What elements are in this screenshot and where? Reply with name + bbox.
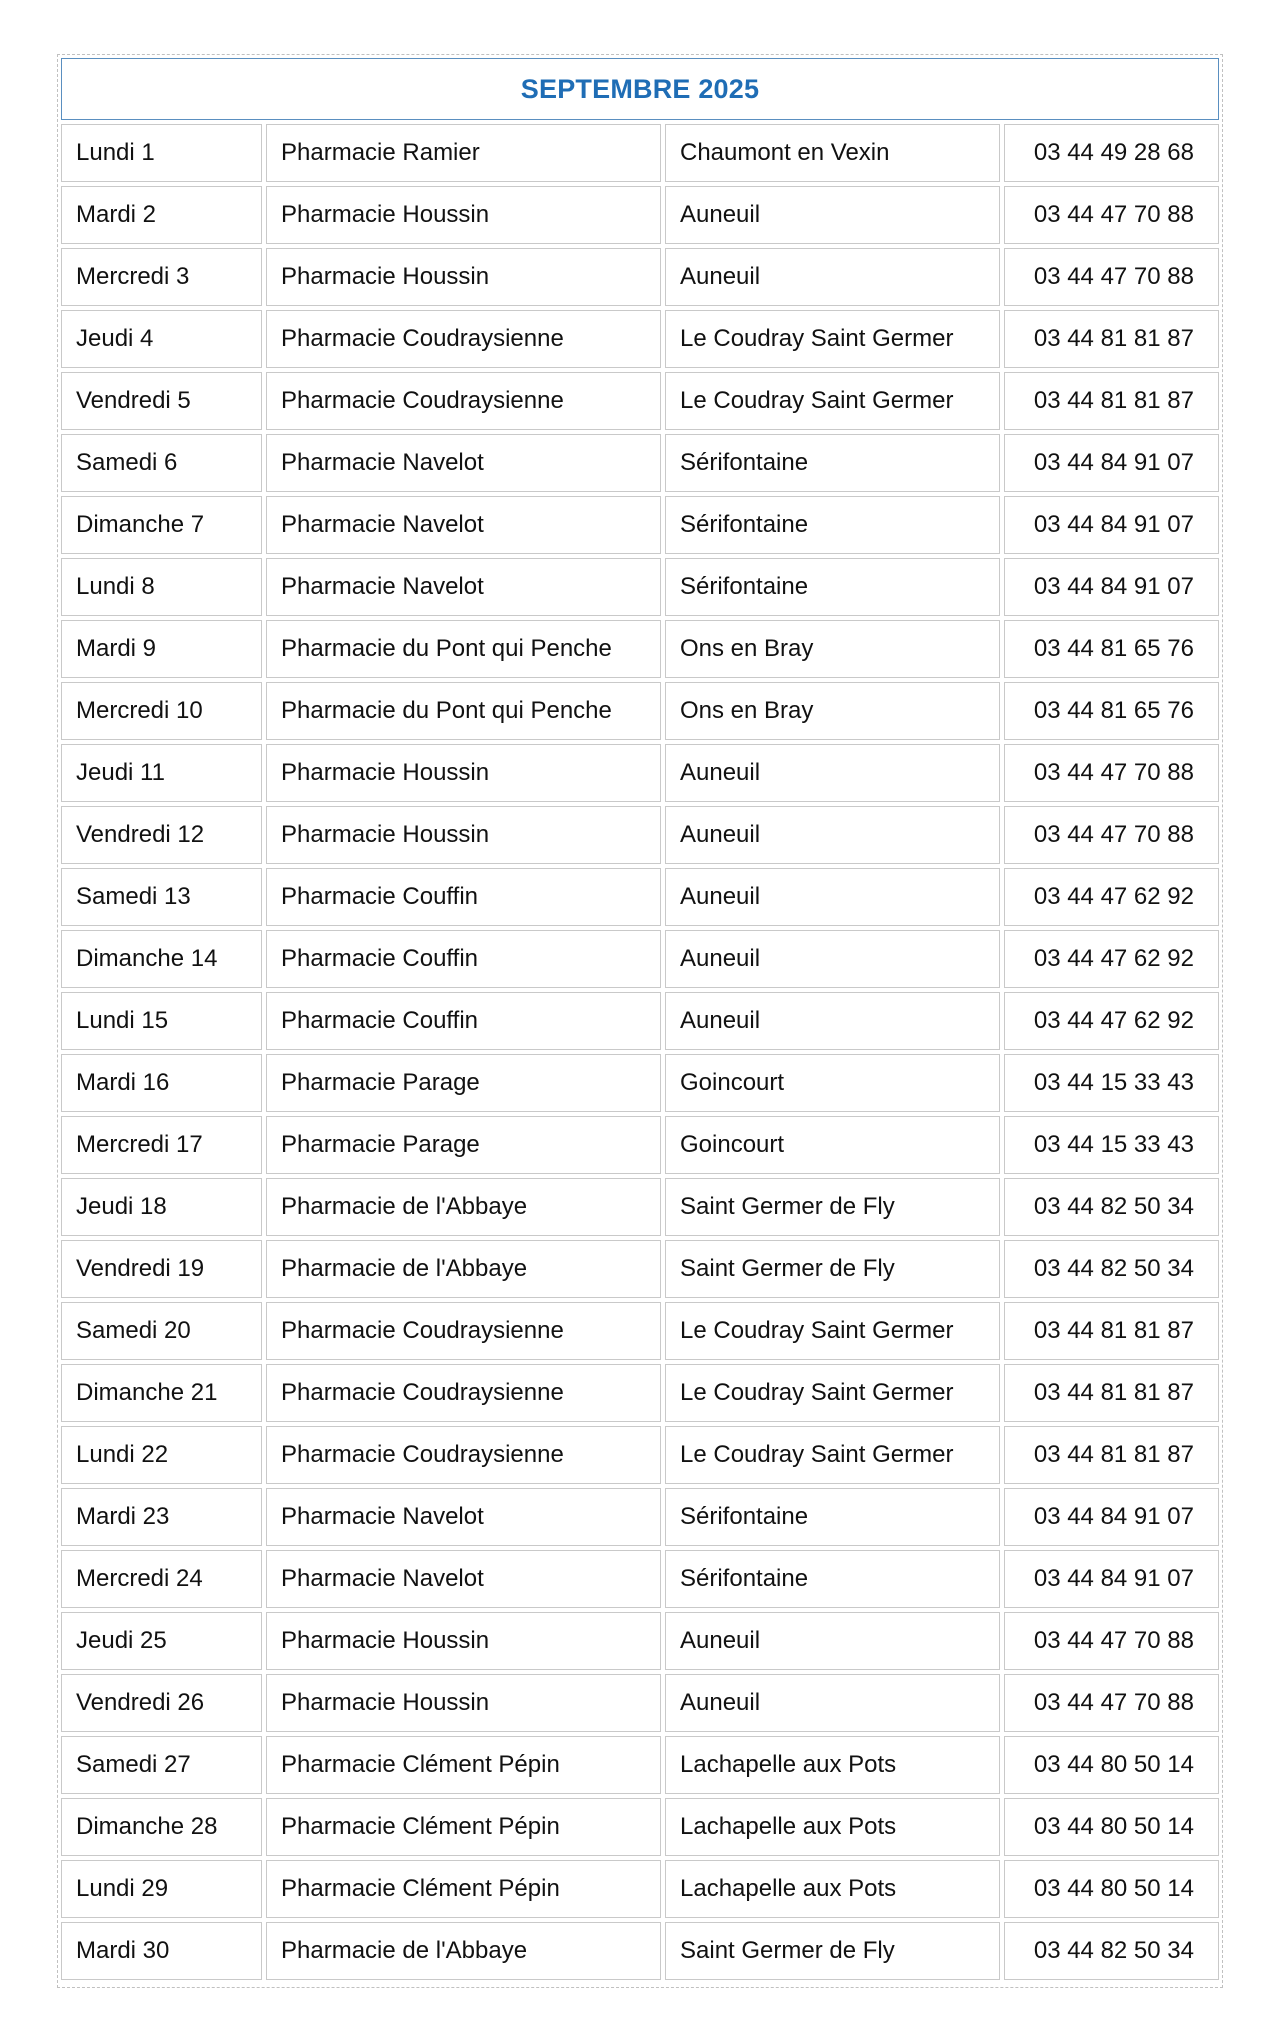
phone-cell: 03 44 47 62 92 [1004,868,1219,926]
day-cell: Lundi 22 [61,1426,262,1484]
day-cell: Dimanche 7 [61,496,262,554]
pharmacy-cell: Pharmacie Houssin [266,806,661,864]
day-cell: Samedi 27 [61,1736,262,1794]
day-cell: Vendredi 5 [61,372,262,430]
day-cell: Samedi 20 [61,1302,262,1360]
phone-cell: 03 44 81 65 76 [1004,620,1219,678]
table-row [61,1178,1219,1240]
city-cell: Saint Germer de Fly [665,1922,1000,1980]
pharmacy-cell: Pharmacie du Pont qui Penche [266,620,661,678]
phone-cell: 03 44 82 50 34 [1004,1922,1219,1980]
city-cell: Le Coudray Saint Germer [665,1302,1000,1360]
phone-cell: 03 44 47 70 88 [1004,1612,1219,1670]
table-row [61,248,1219,310]
city-cell: Le Coudray Saint Germer [665,1426,1000,1484]
day-cell: Dimanche 28 [61,1798,262,1856]
table-row [61,372,1219,434]
pharmacy-cell: Pharmacie Houssin [266,1674,661,1732]
table-row [61,1798,1219,1860]
phone-cell: 03 44 84 91 07 [1004,558,1219,616]
pharmacy-cell: Pharmacie Coudraysienne [266,1302,661,1360]
phone-cell: 03 44 47 70 88 [1004,248,1219,306]
table-row [61,1550,1219,1612]
page-title: SEPTEMBRE 2025 [61,58,1219,120]
phone-cell: 03 44 81 65 76 [1004,682,1219,740]
phone-cell: 03 44 15 33 43 [1004,1116,1219,1174]
table-row [61,744,1219,806]
day-cell: Mardi 16 [61,1054,262,1112]
day-cell: Lundi 8 [61,558,262,616]
phone-cell: 03 44 82 50 34 [1004,1178,1219,1236]
table-row [61,1426,1219,1488]
pharmacy-cell: Pharmacie Couffin [266,930,661,988]
city-cell: Auneuil [665,1674,1000,1732]
day-cell: Vendredi 12 [61,806,262,864]
table-row [61,1116,1219,1178]
pharmacy-cell: Pharmacie Parage [266,1054,661,1112]
phone-cell: 03 44 80 50 14 [1004,1860,1219,1918]
pharmacy-cell: Pharmacie Ramier [266,124,661,182]
phone-cell: 03 44 81 81 87 [1004,1426,1219,1484]
city-cell: Auneuil [665,992,1000,1050]
city-cell: Sérifontaine [665,1550,1000,1608]
city-cell: Auneuil [665,1612,1000,1670]
city-cell: Le Coudray Saint Germer [665,1364,1000,1422]
pharmacy-cell: Pharmacie Parage [266,1116,661,1174]
day-cell: Samedi 6 [61,434,262,492]
day-cell: Jeudi 18 [61,1178,262,1236]
phone-cell: 03 44 84 91 07 [1004,1488,1219,1546]
phone-cell: 03 44 47 62 92 [1004,930,1219,988]
phone-cell: 03 44 15 33 43 [1004,1054,1219,1112]
day-cell: Dimanche 21 [61,1364,262,1422]
phone-cell: 03 44 81 81 87 [1004,1364,1219,1422]
phone-cell: 03 44 81 81 87 [1004,1302,1219,1360]
table-row [61,1612,1219,1674]
pharmacy-cell: Pharmacie de l'Abbaye [266,1178,661,1236]
city-cell: Le Coudray Saint Germer [665,310,1000,368]
city-cell: Le Coudray Saint Germer [665,372,1000,430]
pharmacy-cell: Pharmacie Coudraysienne [266,1364,661,1422]
city-cell: Ons en Bray [665,620,1000,678]
phone-cell: 03 44 49 28 68 [1004,124,1219,182]
table-row [61,1922,1219,1984]
pharmacy-cell: Pharmacie de l'Abbaye [266,1922,661,1980]
day-cell: Samedi 13 [61,868,262,926]
pharmacy-cell: Pharmacie Clément Pépin [266,1736,661,1794]
city-cell: Auneuil [665,744,1000,802]
day-cell: Mercredi 3 [61,248,262,306]
phone-cell: 03 44 47 70 88 [1004,1674,1219,1732]
schedule-table [61,124,1219,1984]
pharmacy-cell: Pharmacie de l'Abbaye [266,1240,661,1298]
phone-cell: 03 44 84 91 07 [1004,434,1219,492]
day-cell: Mardi 23 [61,1488,262,1546]
table-row [61,806,1219,868]
day-cell: Jeudi 25 [61,1612,262,1670]
table-row [61,558,1219,620]
table-row [61,1240,1219,1302]
phone-cell: 03 44 47 70 88 [1004,186,1219,244]
city-cell: Sérifontaine [665,496,1000,554]
pharmacy-cell: Pharmacie Navelot [266,1550,661,1608]
city-cell: Saint Germer de Fly [665,1240,1000,1298]
city-cell: Chaumont en Vexin [665,124,1000,182]
city-cell: Auneuil [665,186,1000,244]
phone-cell: 03 44 84 91 07 [1004,496,1219,554]
phone-cell: 03 44 47 70 88 [1004,806,1219,864]
pharmacy-cell: Pharmacie Navelot [266,496,661,554]
phone-cell: 03 44 84 91 07 [1004,1550,1219,1608]
table-row [61,186,1219,248]
day-cell: Vendredi 26 [61,1674,262,1732]
table-row [61,1736,1219,1798]
city-cell: Saint Germer de Fly [665,1178,1000,1236]
city-cell: Lachapelle aux Pots [665,1736,1000,1794]
pharmacy-cell: Pharmacie Clément Pépin [266,1860,661,1918]
table-row [61,124,1219,186]
day-cell: Mercredi 10 [61,682,262,740]
day-cell: Vendredi 19 [61,1240,262,1298]
phone-cell: 03 44 82 50 34 [1004,1240,1219,1298]
pharmacy-cell: Pharmacie Coudraysienne [266,310,661,368]
pharmacy-cell: Pharmacie Coudraysienne [266,372,661,430]
city-cell: Sérifontaine [665,1488,1000,1546]
pharmacy-cell: Pharmacie Houssin [266,1612,661,1670]
pharmacy-cell: Pharmacie Clément Pépin [266,1798,661,1856]
table-row [61,1054,1219,1116]
city-cell: Auneuil [665,806,1000,864]
table-row [61,930,1219,992]
table-row [61,1364,1219,1426]
table-row [61,1488,1219,1550]
pharmacy-cell: Pharmacie Navelot [266,434,661,492]
phone-cell: 03 44 80 50 14 [1004,1798,1219,1856]
pharmacy-cell: Pharmacie Houssin [266,744,661,802]
day-cell: Lundi 29 [61,1860,262,1918]
day-cell: Mercredi 24 [61,1550,262,1608]
table-row [61,310,1219,372]
day-cell: Mardi 30 [61,1922,262,1980]
phone-cell: 03 44 81 81 87 [1004,372,1219,430]
city-cell: Sérifontaine [665,434,1000,492]
table-row [61,620,1219,682]
pharmacy-cell: Pharmacie Navelot [266,1488,661,1546]
phone-cell: 03 44 47 70 88 [1004,744,1219,802]
table-row [61,682,1219,744]
pharmacy-cell: Pharmacie Coudraysienne [266,1426,661,1484]
day-cell: Lundi 1 [61,124,262,182]
city-cell: Goincourt [665,1054,1000,1112]
pharmacy-cell: Pharmacie du Pont qui Penche [266,682,661,740]
city-cell: Auneuil [665,868,1000,926]
pharmacy-cell: Pharmacie Couffin [266,868,661,926]
city-cell: Lachapelle aux Pots [665,1798,1000,1856]
table-row [61,1674,1219,1736]
day-cell: Jeudi 4 [61,310,262,368]
table-row [61,868,1219,930]
pharmacy-cell: Pharmacie Navelot [266,558,661,616]
day-cell: Mercredi 17 [61,1116,262,1174]
pharmacy-cell: Pharmacie Houssin [266,248,661,306]
table-row [61,496,1219,558]
day-cell: Jeudi 11 [61,744,262,802]
city-cell: Auneuil [665,248,1000,306]
day-cell: Dimanche 14 [61,930,262,988]
day-cell: Lundi 15 [61,992,262,1050]
city-cell: Ons en Bray [665,682,1000,740]
table-row [61,434,1219,496]
day-cell: Mardi 2 [61,186,262,244]
city-cell: Sérifontaine [665,558,1000,616]
table-row [61,1860,1219,1922]
pharmacy-cell: Pharmacie Couffin [266,992,661,1050]
city-cell: Lachapelle aux Pots [665,1860,1000,1918]
table-row [61,992,1219,1054]
city-cell: Auneuil [665,930,1000,988]
day-cell: Mardi 9 [61,620,262,678]
pharmacy-cell: Pharmacie Houssin [266,186,661,244]
phone-cell: 03 44 80 50 14 [1004,1736,1219,1794]
table-row [61,1302,1219,1364]
city-cell: Goincourt [665,1116,1000,1174]
phone-cell: 03 44 47 62 92 [1004,992,1219,1050]
phone-cell: 03 44 81 81 87 [1004,310,1219,368]
